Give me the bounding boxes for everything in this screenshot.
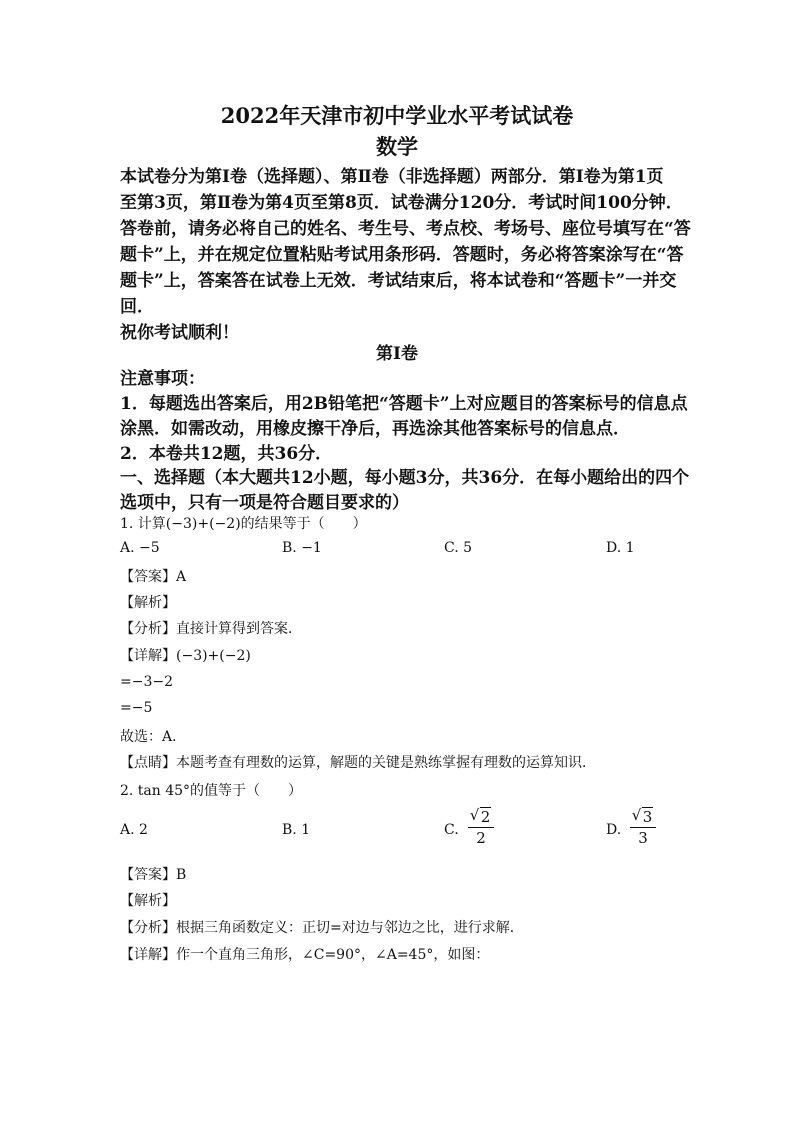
q1-stem: 1. 计算(−3)+(−2)的结果等于（ ） [120, 516, 367, 532]
q2-option-d-fraction [630, 808, 656, 847]
q2-answer: 【答案】B [120, 867, 187, 883]
section-heading-1: 一、选择题（本大题共12小题，每小题3分，共36分．在每小题给出的四个 [120, 468, 690, 488]
notice-title: 注意事项： [120, 369, 205, 389]
q1-option-b: B. −1 [282, 540, 322, 556]
q1-option-d: D. 1 [606, 540, 635, 556]
q1-analysis-label: 【解析】 [120, 595, 176, 611]
q1-fenxi: 【分析】直接计算得到答案． [120, 621, 302, 637]
q1-option-c: C. 5 [444, 540, 473, 556]
intro-line-5: 题卡”上，答案答在试卷上无效．考试结束后，将本试卷和“答题卡”一并交 [120, 271, 677, 291]
exam-title: 2022年天津市初中学业水平考试试卷 [220, 103, 574, 128]
q2-option-d-denominator: 3 [638, 829, 648, 847]
q1-answer: 【答案】A [120, 569, 187, 585]
intro-line-6: 回． [120, 297, 154, 317]
intro-line-3: 答卷前，请务必将自己的姓名、考生号、考点校、考场号、座位号填写在“答 [120, 219, 691, 239]
intro-line-4: 题卡”上，并在规定位置粘贴考试用条形码．答题时，务必将答案涂写在“答 [120, 245, 684, 265]
intro-wish: 祝你考试顺利！ [120, 323, 239, 343]
q2-option-c-radicand: 2 [480, 808, 491, 826]
q2-option-d-radicand: 3 [642, 808, 653, 826]
notice-line-2: 涂黑．如需改动，用橡皮擦干净后，再选涂其他答案标号的信息点． [120, 419, 630, 439]
notice-line-3: 2．本卷共12题，共36分． [120, 444, 333, 464]
q1-step-2: =−5 [120, 700, 153, 716]
q1-comment: 【点睛】本题考查有理数的运算，解题的关键是熟练掌握有理数的运算知识． [120, 755, 596, 771]
intro-line-1: 本试卷分为第Ⅰ卷（选择题）、第Ⅱ卷（非选择题）两部分．第Ⅰ卷为第1页 [120, 167, 664, 187]
subject-title: 数学 [376, 134, 418, 159]
q1-step-1: =−3−2 [120, 674, 174, 690]
q1-detail: 【详解】(−3)+(−2) [120, 648, 251, 664]
q2-option-c-label: C. [444, 822, 459, 838]
q2-analysis-label: 【解析】 [120, 893, 176, 909]
q1-choose: 故选：A． [120, 729, 187, 745]
q1-option-a: A. −5 [120, 540, 160, 556]
q2-option-b: B. 1 [282, 822, 311, 838]
volume-title: 第Ⅰ卷 [376, 344, 418, 364]
q2-detail: 【详解】作一个直角三角形，∠C=90°，∠A=45°，如图： [120, 947, 490, 963]
section-heading-2: 选项中，只有一项是符合题目要求的） [120, 493, 409, 513]
q2-option-a: A. 2 [120, 822, 148, 838]
q2-option-d-label: D. [606, 822, 622, 838]
notice-line-1: 1．每题选出答案后，用2B铅笔把“答题卡”上对应题目的答案标号的信息点 [120, 394, 688, 414]
intro-line-2: 至第3页，第Ⅱ卷为第4页至第8页．试卷满分120分．考试时间100分钟． [120, 193, 683, 213]
q2-option-c-denominator: 2 [476, 829, 486, 847]
q2-option-c-fraction [468, 808, 494, 847]
q2-stem: 2. tan 45°的值等于（ ） [120, 783, 303, 799]
q2-fenxi: 【分析】根据三角函数定义：正切=对边与邻边之比，进行求解． [120, 920, 524, 936]
